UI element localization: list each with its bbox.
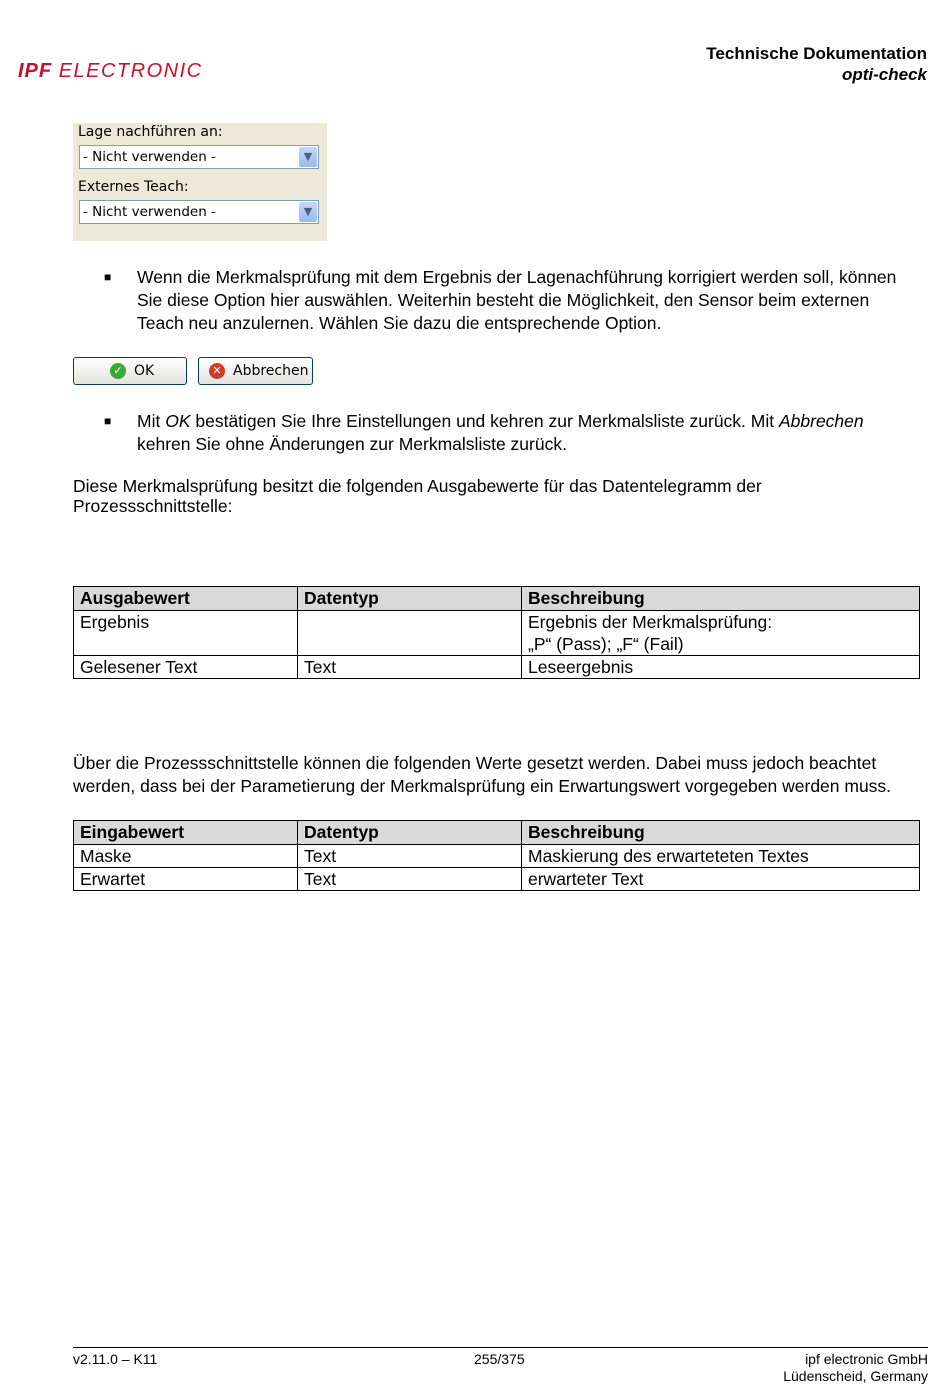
table-cell: Leseergebnis bbox=[522, 656, 920, 679]
input-values-table bbox=[73, 820, 920, 891]
table-cell: Text bbox=[298, 868, 522, 891]
cell-line: „P“ (Pass); „F“ (Fail) bbox=[528, 634, 684, 654]
table-cell: Erwartet bbox=[74, 868, 298, 891]
footer-page-number: 255/375 bbox=[474, 1351, 525, 1367]
bullet-paragraph-confirm bbox=[137, 410, 864, 456]
footer-company-name: ipf electronic GmbH bbox=[805, 1351, 928, 1367]
footer-company-location: Lüdenscheid, Germany bbox=[783, 1368, 928, 1384]
column-header: Ausgabewert bbox=[74, 587, 298, 611]
document-subtitle: opti-check bbox=[841, 65, 927, 84]
logo-electronic: ELECTRONIC bbox=[58, 60, 203, 82]
column-header: Datentyp bbox=[298, 821, 522, 845]
text-line: kehren Sie ohne Änderungen zur Merkmalsliste zurück. bbox=[137, 434, 567, 454]
close-icon: ✕ bbox=[209, 363, 225, 379]
chevron-down-icon[interactable]: ▼ bbox=[299, 202, 317, 222]
table-cell bbox=[298, 611, 522, 656]
table-row bbox=[74, 845, 920, 868]
table-cell: Gelesener Text bbox=[74, 656, 298, 679]
document-title: Technische Dokumentation bbox=[706, 44, 927, 63]
ok-button-label: OK bbox=[134, 363, 155, 379]
table-header-row bbox=[74, 587, 920, 611]
text-line: Wenn die Merkmalsprüfung mit dem Ergebnis der Lagenachführung korrigiert werden soll, können bbox=[137, 267, 897, 287]
column-header: Datentyp bbox=[298, 587, 522, 611]
column-header: Eingabewert bbox=[74, 821, 298, 845]
text-line: Mit OK bestätigen Sie Ihre Einstellungen und kehren zur Merkmalsliste zurück. Mit Abbrechen bbox=[137, 411, 864, 431]
input-values-intro bbox=[73, 752, 891, 798]
table-row bbox=[74, 656, 920, 679]
bullet-square-icon: ■ bbox=[104, 414, 112, 428]
table-row bbox=[74, 868, 920, 891]
ok-button[interactable] bbox=[73, 357, 187, 385]
text-line: Prozessschnittstelle: bbox=[73, 496, 233, 516]
settings-panel-screenshot bbox=[73, 123, 327, 241]
position-tracking-select[interactable] bbox=[79, 145, 319, 169]
table-cell bbox=[522, 611, 920, 656]
logo-ipf: IPF bbox=[18, 60, 53, 82]
position-tracking-label: Lage nachführen an: bbox=[78, 124, 223, 140]
table-cell: Ergebnis bbox=[74, 611, 298, 656]
table-row bbox=[74, 611, 920, 656]
document-header bbox=[706, 43, 927, 85]
text-line: Teach neu anzulernen. Wählen Sie dazu die entsprechende Option. bbox=[137, 313, 662, 333]
column-header: Beschreibung bbox=[522, 821, 920, 845]
external-teach-select[interactable] bbox=[79, 200, 319, 224]
table-header-row bbox=[74, 821, 920, 845]
footer-divider bbox=[73, 1347, 928, 1348]
bullet-square-icon: ■ bbox=[104, 270, 112, 284]
table-cell: erwarteter Text bbox=[522, 868, 920, 891]
footer-version: v2.11.0 – K11 bbox=[73, 1351, 158, 1367]
table-cell: Text bbox=[298, 845, 522, 868]
company-logo bbox=[18, 60, 203, 83]
table-cell: Maske bbox=[74, 845, 298, 868]
position-tracking-value: - Nicht verwenden - bbox=[83, 149, 216, 165]
external-teach-label: Externes Teach: bbox=[78, 179, 189, 195]
table-cell: Text bbox=[298, 656, 522, 679]
table-cell: Maskierung des erwarteteten Textes bbox=[522, 845, 920, 868]
output-values-table bbox=[73, 586, 920, 679]
column-header: Beschreibung bbox=[522, 587, 920, 611]
bullet-paragraph-options bbox=[137, 266, 896, 335]
output-values-intro bbox=[73, 476, 762, 516]
external-teach-value: - Nicht verwenden - bbox=[83, 204, 216, 220]
cancel-button-label: Abbrechen bbox=[233, 363, 309, 379]
text-line: Über die Prozessschnittstelle können die folgenden Werte gesetzt werden. Dabei muss jedoch beachtet bbox=[73, 753, 877, 773]
chevron-down-icon[interactable]: ▼ bbox=[299, 147, 317, 167]
cancel-button[interactable] bbox=[198, 357, 313, 385]
checkmark-icon: ✓ bbox=[110, 363, 126, 379]
text-line: Diese Merkmalsprüfung besitzt die folgenden Ausgabewerte für das Datentelegramm der bbox=[73, 476, 762, 496]
text-line: Sie diese Option hier auswählen. Weiterhin besteht die Möglichkeit, den Sensor beim externen bbox=[137, 290, 870, 310]
footer-company bbox=[783, 1351, 928, 1385]
text-line: werden, dass bei der Parametierung der Merkmalsprüfung ein Erwartungswert vorgegeben werden muss. bbox=[73, 776, 892, 796]
cell-line: Ergebnis der Merkmalsprüfung: bbox=[528, 612, 773, 632]
